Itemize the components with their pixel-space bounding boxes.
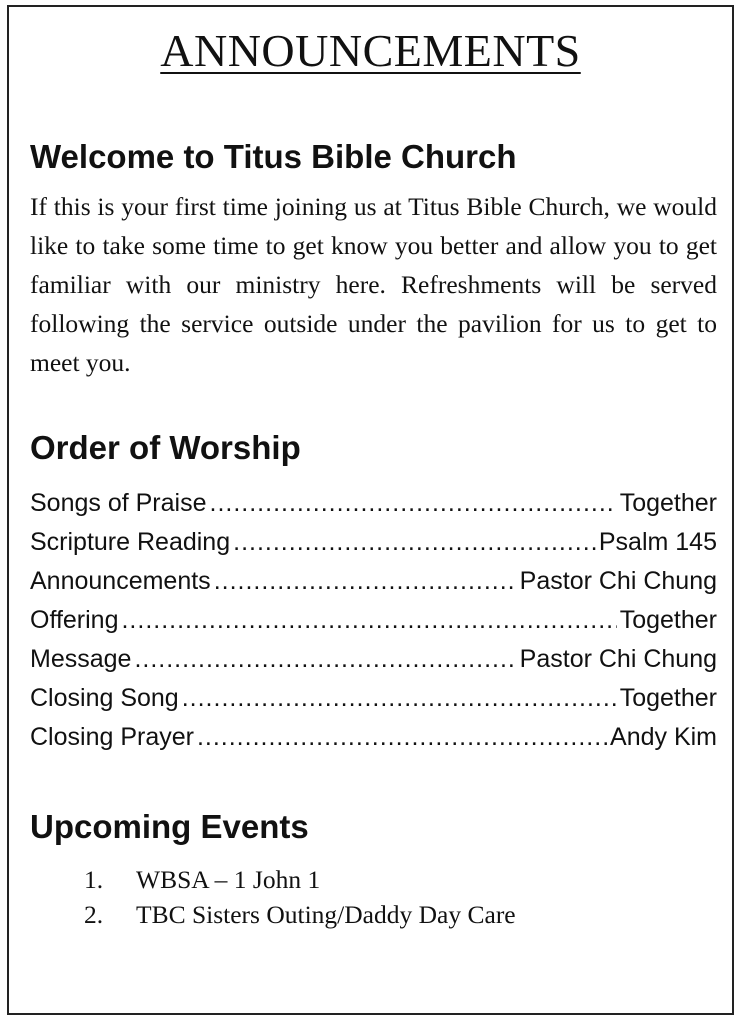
dot-leader <box>210 484 617 523</box>
list-number: 1. <box>84 865 104 894</box>
dot-leader <box>182 679 617 718</box>
worship-row <box>30 679 717 718</box>
worship-leader-name: Andy Kim <box>610 723 717 751</box>
worship-item: Songs of Praise <box>30 489 207 517</box>
dot-leader <box>214 562 517 601</box>
worship-row <box>30 484 717 523</box>
worship-item: Scripture Reading <box>30 528 231 556</box>
worship-item: Announcements <box>30 567 211 595</box>
dot-leader <box>233 523 596 562</box>
dot-leader <box>134 640 516 679</box>
list-item <box>84 862 516 897</box>
list-number: 2. <box>84 900 104 929</box>
worship-item: Offering <box>30 606 119 634</box>
dot-leader <box>197 718 607 757</box>
event-text: TBC Sisters Outing/Daddy Day Care <box>136 900 516 929</box>
worship-leader-name: Pastor Chi Chung <box>519 645 717 673</box>
page-title <box>9 23 732 79</box>
worship-row <box>30 640 717 679</box>
worship-leader-name: Pastor Chi Chung <box>519 567 717 595</box>
order-of-worship-list <box>30 484 717 757</box>
list-item <box>84 897 516 932</box>
event-text: WBSA – 1 John 1 <box>136 865 321 894</box>
worship-row <box>30 523 717 562</box>
page-title-text: ANNOUNCEMENTS <box>160 25 581 76</box>
worship-item: Message <box>30 645 132 673</box>
worship-heading: Order of Worship <box>30 429 301 466</box>
worship-row <box>30 562 717 601</box>
page-border <box>7 5 734 1015</box>
upcoming-events-list <box>84 862 516 932</box>
worship-leader-name: Together <box>619 606 717 634</box>
worship-row <box>30 601 717 640</box>
worship-leader-name: Together <box>619 489 717 517</box>
worship-leader-name: Psalm 145 <box>598 528 717 556</box>
welcome-paragraph: If this is your first time joining us at Titus Bible Church, we would like to take some time to get know you better and allow you to get familiar with our ministry here. Refreshments will be served following the service outside under the pavilion for us to get to meet you. <box>30 192 717 377</box>
worship-item: Closing Song <box>30 684 179 712</box>
worship-row <box>30 718 717 757</box>
worship-item: Closing Prayer <box>30 723 194 751</box>
worship-leader-name: Together <box>619 684 717 712</box>
dot-leader <box>121 601 616 640</box>
welcome-heading: Welcome to Titus Bible Church <box>30 138 517 175</box>
events-heading: Upcoming Events <box>30 808 309 845</box>
